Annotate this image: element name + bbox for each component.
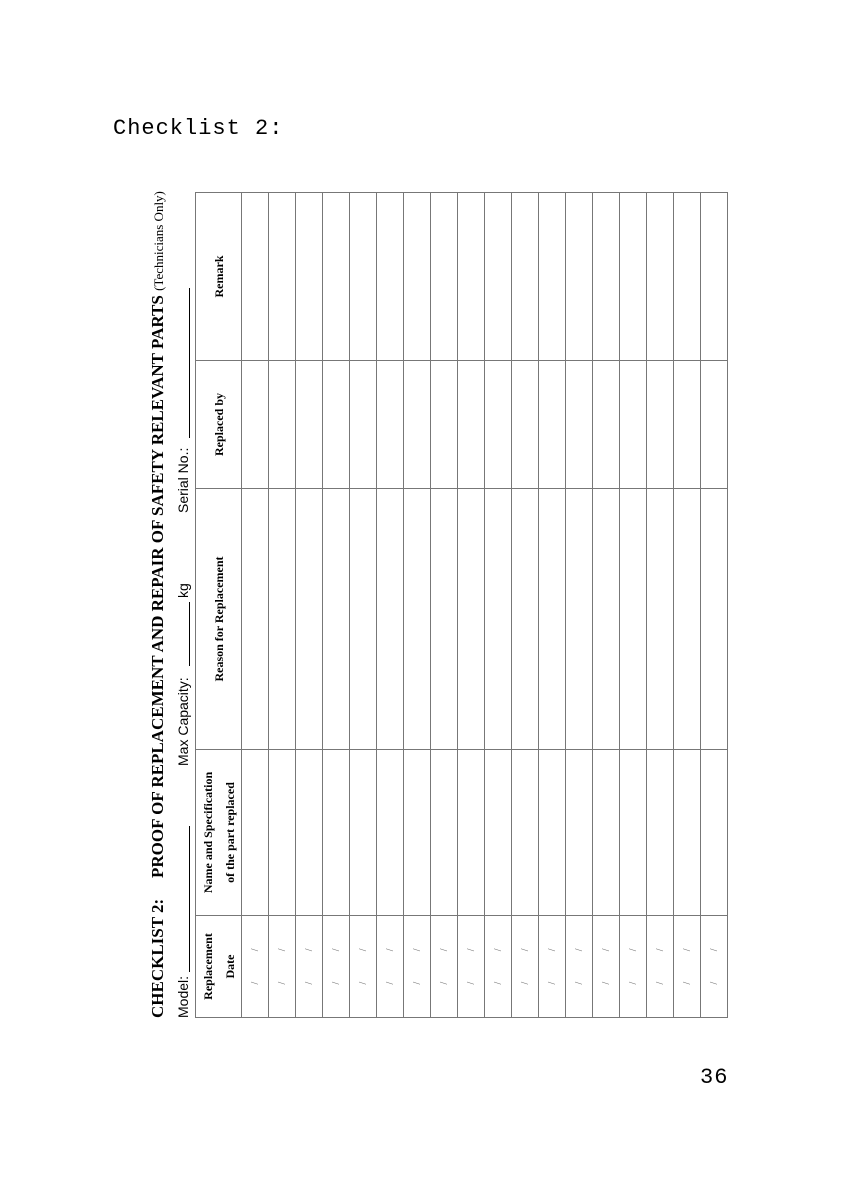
form-cell[interactable]	[431, 361, 458, 489]
form-cell[interactable]	[701, 750, 728, 916]
form-cell[interactable]	[242, 193, 269, 361]
form-cell[interactable]	[350, 750, 377, 916]
form-cell[interactable]	[647, 750, 674, 916]
column-header-remark: Remark	[196, 193, 242, 361]
column-header-replacement-date: Replacement Date	[196, 916, 242, 1018]
table-row	[323, 193, 350, 1018]
form-cell[interactable]	[647, 193, 674, 361]
date-cell[interactable]: / /	[350, 916, 377, 1018]
table-row	[296, 193, 323, 1018]
form-cell[interactable]	[674, 489, 701, 750]
form-cell[interactable]	[593, 489, 620, 750]
table-row	[485, 193, 512, 1018]
page-number: 36	[700, 1065, 729, 1090]
form-cell[interactable]	[620, 361, 647, 489]
form-cell[interactable]	[701, 361, 728, 489]
table-row	[701, 193, 728, 1018]
column-header-reason: Reason for Replacement	[196, 489, 242, 750]
form-cell[interactable]	[539, 361, 566, 489]
model-label: Model:	[175, 975, 191, 1018]
form-cell[interactable]	[242, 750, 269, 916]
form-cell[interactable]	[458, 361, 485, 489]
checklist-form	[148, 193, 723, 1018]
form-cell[interactable]	[512, 193, 539, 361]
date-cell[interactable]: / /	[647, 916, 674, 1018]
form-title	[148, 193, 172, 1018]
form-title-main: PROOF OF REPLACEMENT AND REPAIR OF SAFETY RELEVANT PARTS	[148, 295, 167, 878]
form-cell[interactable]	[431, 193, 458, 361]
table-row	[647, 193, 674, 1018]
table-row	[350, 193, 377, 1018]
form-cell[interactable]	[593, 750, 620, 916]
form-cell[interactable]	[404, 361, 431, 489]
table-row	[674, 193, 701, 1018]
capacity-unit: kg	[175, 583, 191, 598]
form-cell[interactable]	[701, 489, 728, 750]
serial-field[interactable]	[189, 288, 190, 438]
form-cell[interactable]	[377, 193, 404, 361]
table-row	[620, 193, 647, 1018]
date-cell[interactable]: / /	[593, 916, 620, 1018]
form-cell[interactable]	[242, 361, 269, 489]
table-row	[458, 193, 485, 1018]
table-header-row	[196, 193, 242, 1018]
form-cell[interactable]	[323, 489, 350, 750]
form-cell[interactable]	[701, 193, 728, 361]
form-cell[interactable]	[431, 750, 458, 916]
form-cell[interactable]	[296, 489, 323, 750]
form-cell[interactable]	[269, 193, 296, 361]
form-cell[interactable]	[458, 750, 485, 916]
date-cell[interactable]: / /	[269, 916, 296, 1018]
form-cell[interactable]	[431, 489, 458, 750]
form-cell[interactable]	[377, 361, 404, 489]
form-cell[interactable]	[620, 193, 647, 361]
form-cell[interactable]	[296, 193, 323, 361]
date-cell[interactable]: / /	[674, 916, 701, 1018]
form-meta-row	[174, 193, 194, 1018]
table-row	[593, 193, 620, 1018]
form-cell[interactable]	[377, 750, 404, 916]
form-cell[interactable]	[377, 489, 404, 750]
form-cell[interactable]	[404, 193, 431, 361]
form-cell[interactable]	[350, 361, 377, 489]
form-cell[interactable]	[323, 361, 350, 489]
page-heading: Checklist 2:	[113, 116, 284, 141]
form-cell[interactable]	[404, 489, 431, 750]
date-cell[interactable]: / /	[485, 916, 512, 1018]
table-row	[512, 193, 539, 1018]
date-cell[interactable]: / /	[458, 916, 485, 1018]
form-cell[interactable]	[242, 489, 269, 750]
form-cell[interactable]	[323, 750, 350, 916]
date-cell[interactable]: / /	[620, 916, 647, 1018]
form-cell[interactable]	[404, 750, 431, 916]
column-header-part-name: Name and Specification of the part replaced	[196, 750, 242, 916]
form-cell[interactable]	[674, 750, 701, 916]
date-cell[interactable]: / /	[539, 916, 566, 1018]
form-cell[interactable]	[566, 489, 593, 750]
form-cell[interactable]	[566, 193, 593, 361]
form-cell[interactable]	[269, 750, 296, 916]
form-cell[interactable]	[512, 750, 539, 916]
form-cell[interactable]	[539, 489, 566, 750]
column-header-replaced-by: Replaced by	[196, 361, 242, 489]
capacity-field[interactable]	[189, 602, 190, 666]
form-cell[interactable]	[539, 193, 566, 361]
form-title-note: (Technicians Only)	[151, 191, 166, 291]
form-cell[interactable]	[485, 361, 512, 489]
table-row	[431, 193, 458, 1018]
table-row	[242, 193, 269, 1018]
form-cell[interactable]	[593, 361, 620, 489]
table-row	[539, 193, 566, 1018]
serial-label: Serial No.:	[175, 447, 191, 513]
date-cell[interactable]: / /	[296, 916, 323, 1018]
form-cell[interactable]	[458, 489, 485, 750]
form-cell[interactable]	[269, 489, 296, 750]
form-cell[interactable]	[350, 193, 377, 361]
form-cell[interactable]	[323, 193, 350, 361]
form-cell[interactable]	[512, 361, 539, 489]
form-cell[interactable]	[485, 750, 512, 916]
replacement-table	[195, 192, 728, 1018]
checklist-label: CHECKLIST 2:	[148, 898, 167, 1018]
form-cell[interactable]	[296, 750, 323, 916]
form-cell[interactable]	[620, 489, 647, 750]
date-cell[interactable]: / /	[404, 916, 431, 1018]
form-cell[interactable]	[566, 750, 593, 916]
date-cell[interactable]: / /	[242, 916, 269, 1018]
capacity-label: Max Capacity:	[175, 677, 191, 766]
model-field[interactable]	[189, 826, 190, 972]
date-cell[interactable]: / /	[512, 916, 539, 1018]
form-cell[interactable]	[485, 489, 512, 750]
form-cell[interactable]	[269, 361, 296, 489]
form-cell[interactable]	[674, 361, 701, 489]
date-cell[interactable]: / /	[566, 916, 593, 1018]
date-cell[interactable]: / /	[323, 916, 350, 1018]
form-cell[interactable]	[458, 193, 485, 361]
date-cell[interactable]: / /	[701, 916, 728, 1018]
form-cell[interactable]	[647, 361, 674, 489]
form-cell[interactable]	[350, 489, 377, 750]
table-row	[377, 193, 404, 1018]
table-row	[566, 193, 593, 1018]
table-row	[269, 193, 296, 1018]
date-cell[interactable]: / /	[431, 916, 458, 1018]
form-cell[interactable]	[512, 489, 539, 750]
form-cell[interactable]	[296, 361, 323, 489]
form-cell[interactable]	[647, 489, 674, 750]
form-cell[interactable]	[539, 750, 566, 916]
form-cell[interactable]	[593, 193, 620, 361]
form-cell[interactable]	[620, 750, 647, 916]
date-cell[interactable]: / /	[377, 916, 404, 1018]
form-cell[interactable]	[485, 193, 512, 361]
form-cell[interactable]	[566, 361, 593, 489]
table-row	[404, 193, 431, 1018]
form-cell[interactable]	[674, 193, 701, 361]
